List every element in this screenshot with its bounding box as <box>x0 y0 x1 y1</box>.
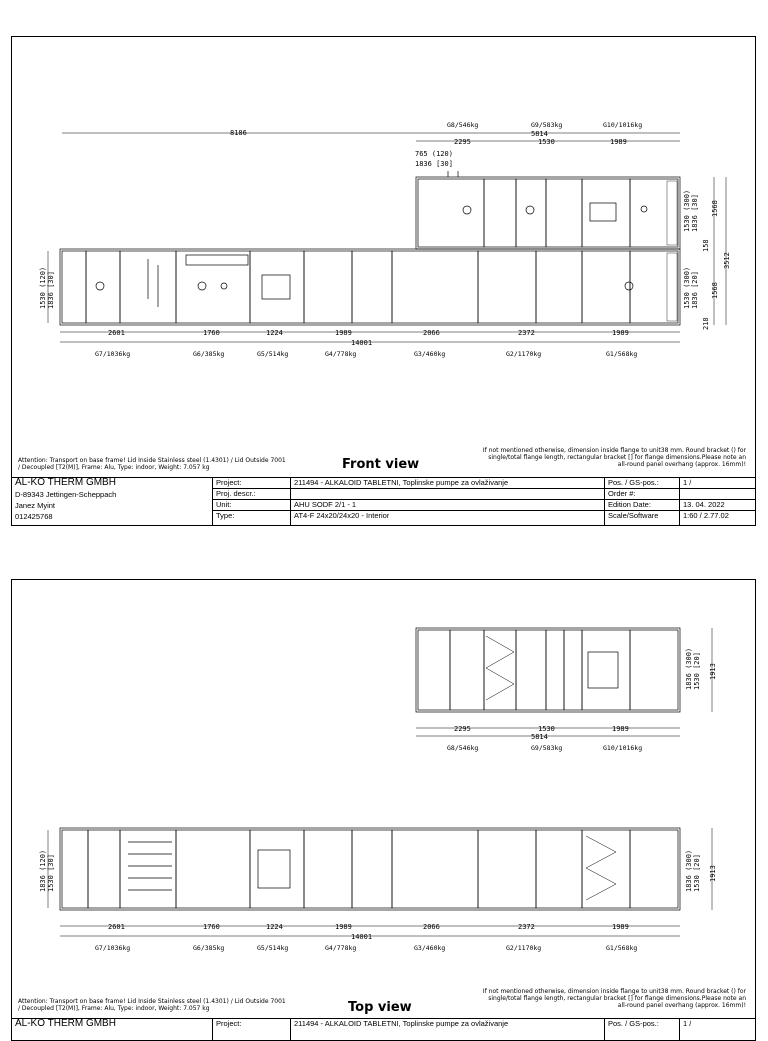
side-right-3: 1568 <box>711 200 719 217</box>
weight-top-g2: G2/1170kg <box>506 944 542 952</box>
dim-8186: 8186 <box>230 129 247 137</box>
label-pos: Pos. / GS-pos.: <box>608 478 659 487</box>
weight-g8: G8/546kg <box>447 121 479 129</box>
dim-top-1530: 1530 <box>538 725 555 733</box>
label-project-top: Project: <box>216 1019 242 1028</box>
weight-top-g1: G1/568kg <box>606 944 638 952</box>
side-left-top-1: 1836 (120) <box>39 849 47 892</box>
label-project: Project: <box>216 478 242 487</box>
label-pos-top: Pos. / GS-pos.: <box>608 1019 659 1028</box>
side-upper-3: 1913 <box>709 663 717 680</box>
top-view-drawing <box>12 580 755 1020</box>
transport-note: Attention: Transport on base frame! Lid Inside Stainless steel (1.4301) / Lid Outside 7001 / Decoupled [T2(M)], Frame: Alu, Type: indoor, Weight: 7.057 kg <box>18 457 286 471</box>
dim-1224: 1224 <box>266 329 283 337</box>
value-scale: 1:60 / 2.77.02 <box>683 511 729 520</box>
side-right-5: 3512 <box>723 252 731 269</box>
weight-top-g3: G3/460kg <box>414 944 446 952</box>
value-pos-top: 1 / <box>683 1019 692 1028</box>
value-project-top: 211494 - ALKALOID TABLETNI, Toplinske pumpe za ovlaživanje <box>294 1019 509 1028</box>
dim-top-14001: 14001 <box>351 933 373 941</box>
dim-top-1989b: 1989 <box>612 923 629 931</box>
dim-2066: 2066 <box>423 329 440 337</box>
weight-g2: G2/1170kg <box>506 350 542 358</box>
dim-2601: 2601 <box>108 329 125 337</box>
company-name: AL-KO THERM GMBH <box>15 478 116 487</box>
person-name: Janez Myint <box>15 501 56 510</box>
dim-top-1760: 1760 <box>203 923 220 931</box>
value-unit: AHU SODF 2/1 - 1 <box>294 500 357 509</box>
dim-2295: 2295 <box>454 138 471 146</box>
dim-765: 765 (120) <box>415 150 453 158</box>
upper-unit <box>416 171 680 249</box>
side-left-top-2: 1530 [30] <box>47 854 55 892</box>
label-scale: Scale/Software <box>608 511 659 520</box>
side-right-2: 1836 [30] <box>691 194 699 232</box>
dim-1989a: 1989 <box>335 329 352 337</box>
side-right-8: 1568 <box>711 282 719 299</box>
side-left-2: 1836 [30] <box>47 271 55 309</box>
label-order: Order #: <box>608 489 636 498</box>
dimension-texts-top <box>39 648 717 952</box>
front-view-drawing <box>12 37 755 477</box>
weight-top-g8: G8/546kg <box>447 744 479 752</box>
weight-top-g4: G4/778kg <box>325 944 357 952</box>
side-right-7: 1836 [20] <box>691 271 699 309</box>
front-view-sheet <box>11 36 756 526</box>
weight-g7: G7/1036kg <box>95 350 131 358</box>
weight-g10: G10/1016kg <box>603 121 643 129</box>
value-project: 211494 - ALKALOID TABLETNI, Toplinske pumpe za ovlaživanje <box>294 478 509 487</box>
side-left-1: 1530 (120) <box>39 266 47 309</box>
side-right-4: 158 <box>702 239 710 252</box>
label-type: Type: <box>216 511 235 520</box>
dimension-note: If not mentioned otherwise, dimension inside flange to unit38 mm. Round bracket () for single/total flange length, rectangular bracket [] for flange dimensions.Please note an all-round panel overhang (approx. 16mm)! <box>482 447 746 468</box>
value-edition: 13. 04. 2022 <box>683 500 725 509</box>
reference-number: 012425768 <box>15 512 53 521</box>
dimension-texts <box>39 121 731 358</box>
weight-g4: G4/778kg <box>325 350 357 358</box>
weight-top-g9: G9/583kg <box>531 744 563 752</box>
dimension-note-top: If not mentioned otherwise, dimension inside flange to unit38 mm. Round bracket () for single/total flange length, rectangular bracket [] for flange dimensions.Please note an all-round panel overhang (approx. 16mm)! <box>482 988 746 1009</box>
weight-top-g10: G10/1016kg <box>603 744 643 752</box>
label-proj-descr: Proj. descr.: <box>216 489 256 498</box>
dim-top-2066: 2066 <box>423 923 440 931</box>
weight-g5: G5/514kg <box>257 350 289 358</box>
title-block <box>12 477 755 526</box>
dim-1760: 1760 <box>203 329 220 337</box>
value-type: AT4-F 24x20/24x20 - Interior <box>294 511 390 520</box>
dimension-lines <box>48 133 726 342</box>
value-pos: 1 / <box>683 478 692 487</box>
dim-top-2601: 2601 <box>108 923 125 931</box>
weight-g3: G3/460kg <box>414 350 446 358</box>
top-view-sheet <box>11 579 756 1041</box>
weight-g6: G6/385kg <box>193 350 225 358</box>
weight-g1: G1/568kg <box>606 350 638 358</box>
side-right-top-3: 1913 <box>709 865 717 882</box>
dim-top-1224: 1224 <box>266 923 283 931</box>
side-right-top-2: 1530 [20] <box>693 854 701 892</box>
dim-top-2295: 2295 <box>454 725 471 733</box>
dim-top-1989a: 1989 <box>335 923 352 931</box>
view-title: Front view <box>342 457 420 472</box>
title-block-top <box>12 1018 755 1041</box>
dim-1530: 1530 <box>538 138 555 146</box>
company-address: D-89343 Jettingen-Scheppach <box>15 490 117 499</box>
side-upper-2: 1530 [20] <box>693 652 701 690</box>
upper-unit-top <box>416 628 680 712</box>
weight-top-g5: G5/514kg <box>257 944 289 952</box>
dim-1836: 1836 [30] <box>415 160 453 168</box>
transport-note-top: Attention: Transport on base frame! Lid Inside Stainless steel (1.4301) / Lid Outside 7001 / Decoupled [T2(M)], Frame: Alu, Type: indoor, Weight: 7.057 kg <box>18 998 286 1012</box>
side-right-top-1: 1836 (300) <box>685 849 693 892</box>
lower-unit <box>60 249 680 325</box>
dim-14001: 14001 <box>351 339 373 347</box>
label-edition: Edition Date: <box>608 500 651 509</box>
dim-1989b: 1989 <box>612 329 629 337</box>
weight-g9: G9/583kg <box>531 121 563 129</box>
dim-2372: 2372 <box>518 329 535 337</box>
label-unit: Unit: <box>216 500 232 509</box>
view-title-top: Top view <box>348 1000 412 1015</box>
weight-top-g6: G6/385kg <box>193 944 225 952</box>
side-right-9: 218 <box>702 317 710 330</box>
side-upper-1: 1836 (300) <box>685 647 693 690</box>
dim-1989: 1989 <box>610 138 627 146</box>
weight-top-g7: G7/1036kg <box>95 944 131 952</box>
dim-top-1989: 1989 <box>612 725 629 733</box>
dim-5814: 5814 <box>531 130 548 138</box>
side-right-6: 1530 (300) <box>683 266 691 309</box>
side-right-1: 1530 (300) <box>683 189 691 232</box>
dim-top-2372: 2372 <box>518 923 535 931</box>
company-name-top: AL-KO THERM GMBH <box>15 1019 116 1028</box>
dim-top-5814: 5814 <box>531 733 548 741</box>
lower-unit-top <box>60 828 680 910</box>
